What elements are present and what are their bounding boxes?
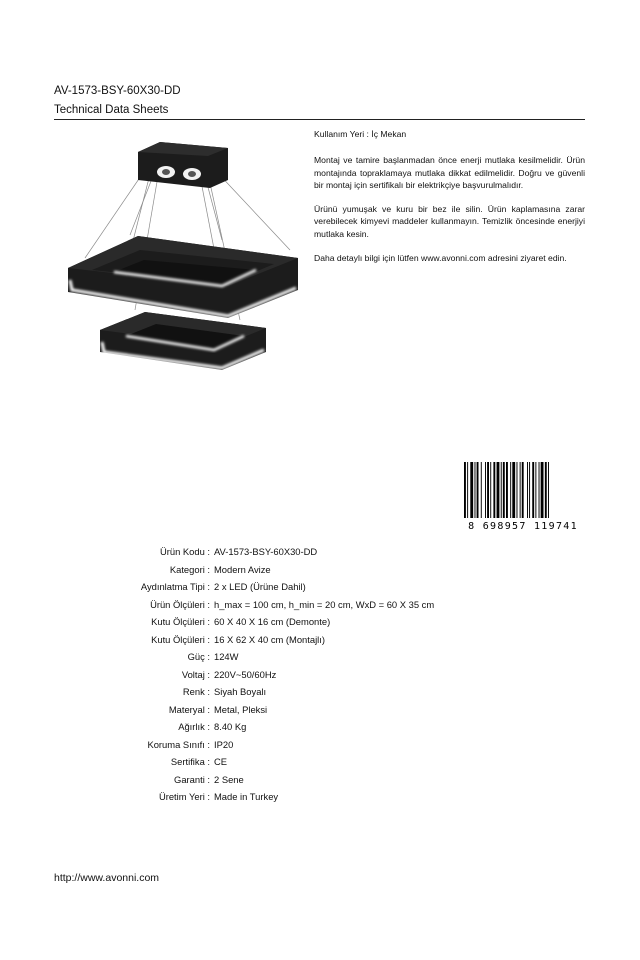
spec-row [54, 755, 585, 769]
spec-label: Kutu Ölçüleri : [151, 616, 210, 627]
spec-row [54, 790, 585, 804]
spec-row [54, 738, 585, 752]
spec-value: AV-1573-BSY-60X30-DD [214, 546, 318, 557]
spec-value: CE [214, 756, 228, 767]
spec-label: Materyal : [168, 703, 210, 715]
footer-url: http://www.avonni.com [54, 872, 160, 884]
spec-row [54, 773, 585, 787]
spec-label: Ürün Kodu : [159, 546, 210, 557]
barcode-bars [464, 462, 549, 520]
barcode-digits: 8 698957 119741 [468, 521, 578, 532]
spec-label: Ağırlık : [178, 721, 210, 732]
lower-led-frame [100, 312, 266, 370]
spec-label: Sertifika : [170, 756, 210, 767]
spec-value: Siyah Boyalı [214, 686, 267, 697]
more-info: Daha detaylı bilgi için lütfen www.avonni.com adresini ziyaret edin. [314, 253, 567, 264]
spec-row [54, 633, 585, 647]
spec-label: Renk : [182, 686, 210, 697]
header-divider [54, 119, 585, 120]
spec-value: 60 X 40 X 16 cm (Demonte) [214, 616, 331, 627]
spec-label: Kutu Ölçüleri : [151, 633, 210, 645]
spec-label: Koruma Sınıfı : [147, 738, 210, 750]
spec-value: h_max = 100 cm, h_min = 20 cm, WxD = 60 X 35 cm [214, 598, 435, 610]
spec-value: Made in Turkey [214, 791, 279, 802]
spec-value: IP20 [214, 738, 234, 750]
spec-value: 220V~50/60Hz [214, 668, 277, 680]
ceiling-canopy [138, 142, 228, 188]
spec-label: Garanti : [174, 773, 210, 785]
spec-label: Güç : [187, 651, 210, 662]
spec-value: 8.40 Kg [214, 721, 247, 732]
spec-row [54, 720, 585, 734]
spec-value: 124W [214, 651, 239, 662]
spec-row [54, 545, 585, 559]
spec-row [54, 598, 585, 612]
description-block [314, 128, 585, 276]
spec-value: Metal, Pleksi [214, 703, 268, 715]
spec-value: Modern Avize [214, 563, 271, 575]
product-code-heading: AV-1573-BSY-60X30-DD [54, 85, 181, 97]
usage-location: Kullanım Yeri : İç Mekan [314, 129, 407, 139]
spec-row [54, 703, 585, 717]
spec-value: 2 Sene [214, 773, 244, 785]
spec-label: Kategori : [169, 563, 210, 575]
cleaning-instructions: Ürünü yumuşak ve kuru bir bez ile silin. Ürün kaplamasına zarar verebilecek kimyevi maddeler kullanmayın. Temizlik öncesinde enerjiyi mutlaka kesin. [314, 204, 585, 239]
document-title: Technical Data Sheets [54, 104, 169, 116]
spec-row [54, 580, 585, 594]
spec-label: Voltaj : [181, 668, 210, 680]
upper-led-frame [68, 236, 298, 318]
chandelier-image [60, 140, 300, 375]
spec-row [54, 668, 585, 682]
spec-label: Aydınlatma Tipi : [140, 581, 210, 592]
spec-label: Üretim Yeri : [158, 791, 210, 802]
safety-warning: Montaj ve tamire başlanmadan önce enerji mutlaka kesilmelidir. Ürün montajında topraklamaya mutlaka dikkat edilmelidir. Doğru ve güvenli bir montaj için sertifikalı bir elektrikçiye başvurulmalıdır. [314, 155, 585, 190]
barcode [462, 462, 584, 532]
spec-row [54, 650, 585, 664]
spec-row [54, 685, 585, 699]
spec-value: 16 X 62 X 40 cm (Montajlı) [214, 633, 325, 645]
spec-row [54, 615, 585, 629]
spec-label: Ürün Ölçüleri : [150, 598, 210, 610]
spec-row [54, 563, 585, 577]
spec-value: 2 x LED (Ürüne Dahil) [214, 581, 306, 592]
